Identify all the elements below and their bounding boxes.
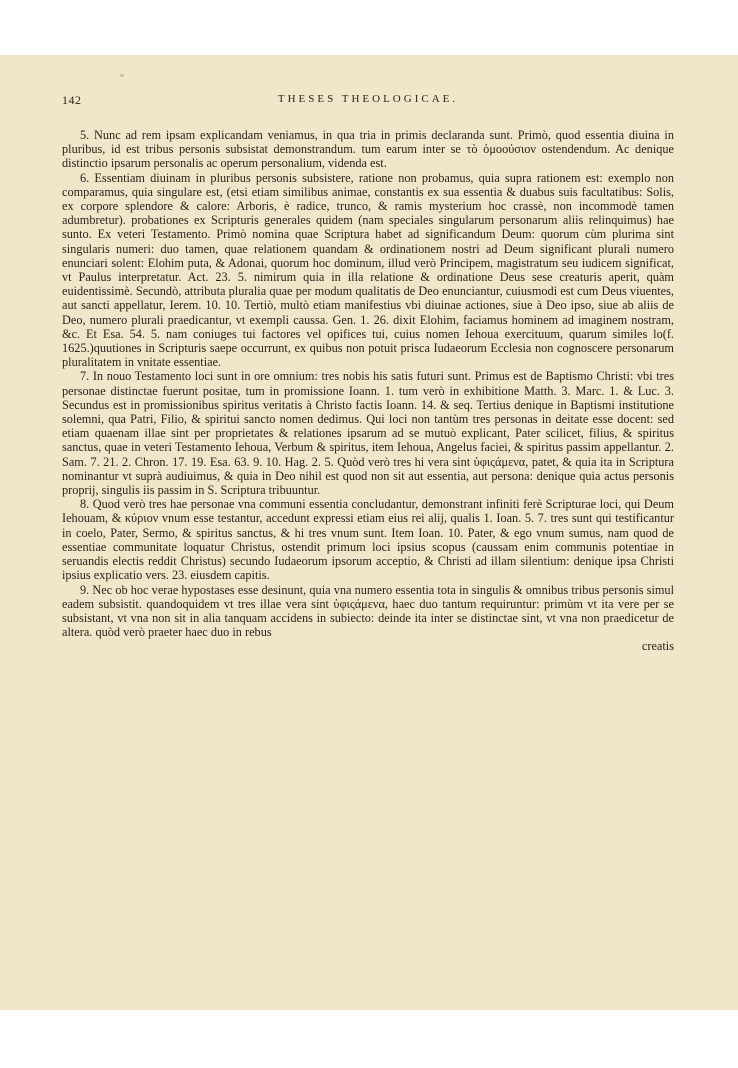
paragraph-9: 9. Nec ob hoc verae hypostases esse desinunt, quia vna numero essentia tota in singulis & omnibus tribus personis simul eadem subsistit. quandoquidem vt tres illae vera sint ὑφιςάμενα, haec duo tantum requiruntur: primùm vt ita vere per se subsistant, vt vna non sit in alia tanquam accidens in subiecto: deinde ita inter se distinctae sint, vt vna non praedicetur de altera. quòd verò praeter haec duo in rebus <box>62 582 674 640</box>
running-head: THESES THEOLOGICAE. <box>277 93 459 105</box>
paragraph-8: 8. Quod verò tres hae personae vna communi essentia concludantur, demonstrant infiniti ferè Scripturae loci, qui Deum Iehouam, & κύριον vnum esse testantur, accedunt expressi etiam eius rei alij, qualis 1. Ioan. 5. 7. tres sunt qui testificantur in coelo, Pater, Sermo, & spiritus sanctus, & hi tres vnum sunt. Item Ioan. 10. Pater, & ego vnum sumus, nam quod de essentiae communitate loquatur Christus, ostendit primum loci ipsius scopus (caussam enim communis potentiae in seruandis electis reddit Christus) secundo Iudaeorum ipsorum acceptio, & Christi ad illam silentium: denique ipsa Christi ipsius explicatio vers. 23. eiusdem capitis. <box>62 497 674 583</box>
catchword: creatis <box>641 639 674 654</box>
body-text <box>62 128 674 654</box>
book-page <box>0 55 738 1010</box>
paper-spot <box>120 74 124 77</box>
paragraph-6: 6. Essentiam diuinam in pluribus personis subsistere, ratione non probamus, quia supra rationem est: exemplo non comparamus, quia singulare est, (etsi etiam similibus animae, constantis ex sua essentia & duabus suis facultatibus: Solis, ex corpore splendore & calore: Arboris, è radice, trunco, & ramis mysterium hoc crassè, non incommodè tamen adumbretur). probationes ex Scripturis generales quidem (nam speciales singularum personarum aliis relinquimus) hae sunto. Ex veteri Testamento. Primò nomina quae Scriptura habet ad significandum Deum: quorum cùm plurima sint singularis numeri: duo tamen, quae relationem quandam & ordinationem nostri ad Deum significant plurali numero enunciari solent: Elohim puta, & Adonai, quorum hoc dominum, illud verò Principem, magistratum seu iudicem significat, vt Paulus interpretatur. Act. 23. 5. nimirum quia in illa relatione & ordinatione Deus sese creaturis aperit, quàm euidentissimè. Secundò, attributa pluralia quae per modum qualitatis de Deo enunciantur, cuiusmodi est cum Deus viuentes, aut sancti appellatur, Ierem. 10. 10. Tertiò, multò etiam manifestius vbi diuinae actiones, siue à Deo ipso, siue ab aliis de Deo, numero plurali praedicantur, vt exempli caussa. Gen. 1. 26. dixit Elohim, faciamus hominem ad imaginem nostram, &c. Et Esa. 54. 5. nam coniuges tui factores vel opifices tui, cuius nomen Iehoua exercituum, quarum similes lo(f. 1625.)quutiones in Scripturis saepe occurrunt, ex quibus non potuit prisca Iudaeorum Ecclesia non cognoscere personarum pluralitatem in vnitate essentiae. <box>62 170 674 370</box>
paragraph-5: 5. Nunc ad rem ipsam explicandam veniamus, in qua tria in primis declaranda sunt. Primò, quod essentia diuina in pluribus, id est tribus personis subsistat demonstrandum. tum earum inter se τὸ ὁμοούσιον ostendendum. Ac denique distinctio ipsarum personalis ac operum personalium, videnda est. <box>62 128 674 171</box>
paragraph-7: 7. In nouo Testamento loci sunt in ore omnium: tres nobis his satis futuri sunt. Primus est de Baptismo Christi: vbi tres personae distinctae fuerunt positae, tum in promissione Ioann. 1. tum verò in exhibitione Matth. 3. Marc. 1. & Luc. 3. Secundus est in promissionibus spiritus veritatis à Christo factis Ioann. 14. & seq. Tertius denique in Baptismi institutione solemni, qua Patri, Filio, & spiritui sancto nomen dedimus. Qui loci non tantùm tres personas in deitate esse docent: sed etiam quaenam illae sint per proprietates & relationes ipsarum ad se mutuò explicant, Pater scilicet, filius, & spiritus sanctus, quae in veteri Testamento Iehoua, Verbum & spiritus, item Iehoua, Angelus faciei, & spiritus passim appellantur. 2. Sam. 7. 21. 2. Chron. 17. 19. Esa. 63. 9. 10. Hag. 2. 5. Quòd verò tres hi vera sint ὑφιςάμενα, patet, & quia ita in Scriptura nominantur vt suprà audiuimus, & quia in Deo nihil est quod non sit aut essentia, aut persona: denique quia actus personis proprij, singulis iis passim in S. Scriptura tribuuntur. <box>62 369 674 498</box>
page-number: 142 <box>62 93 82 107</box>
